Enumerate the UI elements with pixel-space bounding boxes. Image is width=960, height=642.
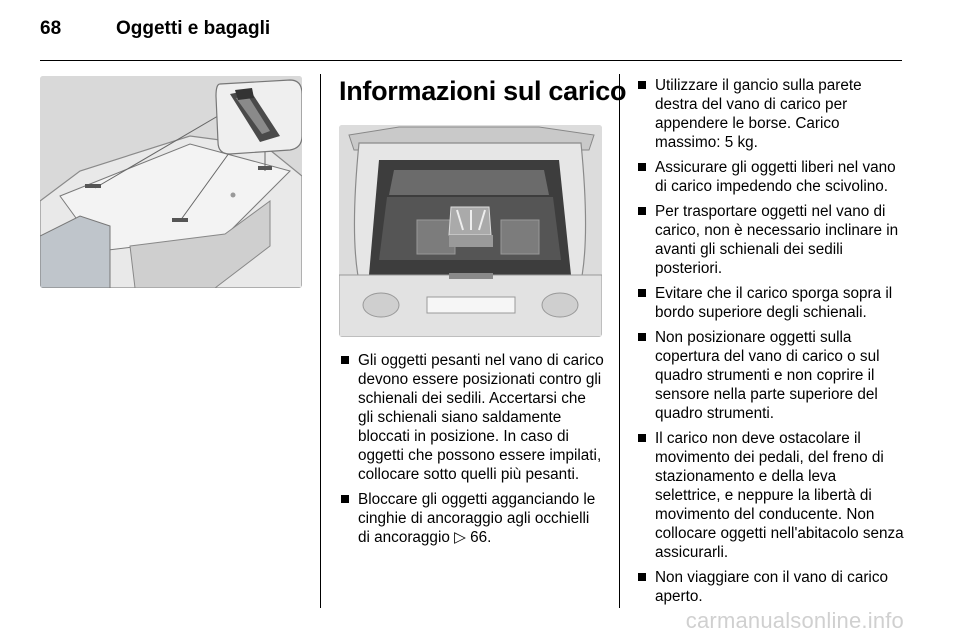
list-item: Per trasportare oggetti nel vano di carico, non è necessario inclinare in avanti gli schienali dei sedili posteriori. (636, 202, 904, 278)
watermark: carmanualsonline.info (685, 608, 904, 633)
list-item: Non posizionare oggetti sulla copertura del vano di carico o sul quadro strumenti e non coprire il sensore nella parte superiore del quadro strumenti. (636, 328, 904, 423)
header-rule (40, 60, 902, 61)
middle-column (339, 351, 605, 553)
list-item: Bloccare gli oggetti agganciando le cinghie di ancoraggio agli occhielli di ancoraggio ▷ 66. (339, 490, 605, 547)
column-divider (320, 74, 321, 608)
car-cargo-icon (339, 125, 602, 337)
list-item: Non viaggiare con il vano di carico aperto. (636, 568, 904, 606)
section-title: Informazioni sul carico (339, 76, 627, 106)
column-divider (619, 74, 620, 608)
list-item: Gli oggetti pesanti nel vano di carico devono essere posizionati contro gli schienali dei sedili. Accertarsi che gli schienali siano saldamente bloccati in posizione. In caso di oggetti che possono essere impilati, collocare sotto quelli più pesanti. (339, 351, 605, 484)
right-column (636, 76, 904, 612)
page-header (40, 18, 270, 48)
page-number: 68 (40, 18, 62, 39)
car-cargo-area-illustration (339, 125, 602, 337)
list-item: Evitare che il carico sporga sopra il bordo superiore degli schienali. (636, 284, 904, 322)
car-roof-illustration (40, 76, 302, 288)
car-roof-icon (40, 76, 302, 288)
page-title: Oggetti e bagagli (116, 18, 271, 39)
list-item: Assicurare gli oggetti liberi nel vano di carico impedendo che scivolino. (636, 158, 904, 196)
list-item: Il carico non deve ostacolare il movimento dei pedali, del freno di stazionamento e della leva selettrice, e neppure la libertà di movimento del conducente. Non collocare oggetti nell'abitacolo senza assicurarli. (636, 429, 904, 562)
list-item: Utilizzare il gancio sulla parete destra del vano di carico per appendere le borse. Carico massimo: 5 kg. (636, 76, 904, 152)
